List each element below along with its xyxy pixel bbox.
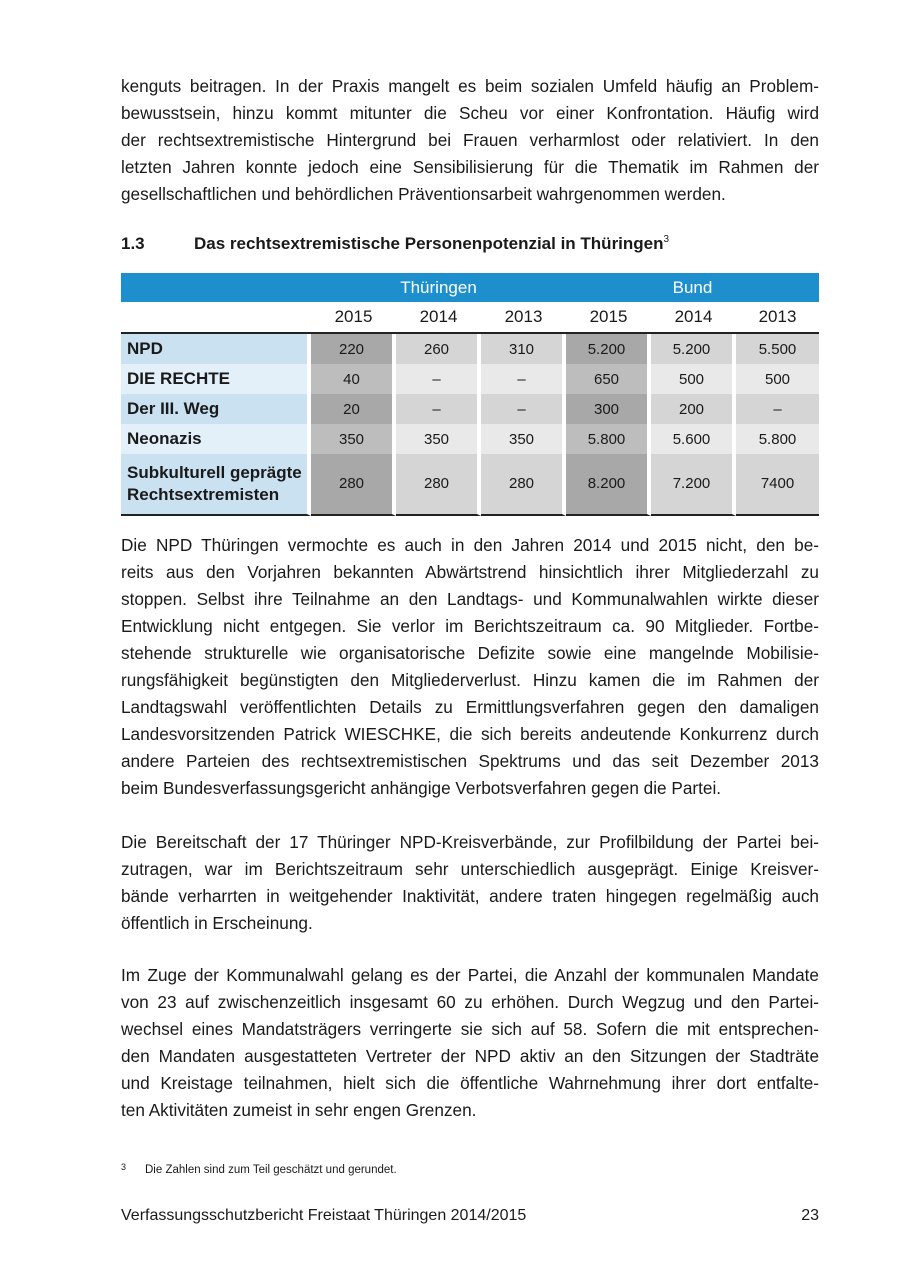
group-header-thueringen: Thüringen (311, 273, 566, 302)
table-cell: – (396, 394, 481, 424)
table-cell: – (481, 364, 566, 394)
text-line: ten Aktivitäten zumeist in sehr engen Grenzen. (121, 1100, 477, 1120)
table-cell: 7400 (736, 454, 819, 516)
table-row (121, 334, 819, 364)
row-label-line: Subkulturell geprägte (127, 463, 302, 482)
table-cell: 20 (311, 394, 396, 424)
table-cell: 260 (396, 334, 481, 364)
table-cell: 350 (396, 424, 481, 454)
row-label: Neonazis (121, 424, 311, 454)
text-line: Die Bereitschaft der 17 Thüringer NPD-Kreisverbände, zur Profilbildung der Partei bei- (121, 832, 819, 852)
text-line: letzten Jahren konnte jedoch eine Sensibilisierung für die Thematik im Rahmen der (121, 157, 819, 177)
row-label-line: Rechtsextremisten (127, 485, 280, 504)
table-cell: 300 (566, 394, 651, 424)
footnote-number: 3 (121, 1162, 127, 1172)
paragraph-npd-membership (121, 532, 819, 802)
text-line: bände verharrten in weitgehender Inaktivität, andere traten hingegen regelmäßig auch (121, 886, 819, 906)
paragraph-kreisverbaende (121, 829, 819, 937)
year-header: 2014 (651, 302, 736, 334)
year-header: 2014 (396, 302, 481, 334)
section-number: 1.3 (121, 234, 145, 253)
table-cell: 5.200 (566, 334, 651, 364)
text-line: zutragen, war im Berichtszeitraum sehr unterschiedlich ausgeprägt. Einige Kreisver- (121, 859, 819, 879)
table-cell: 350 (481, 424, 566, 454)
text-line: kenguts beitragen. In der Praxis mangelt es beim sozialen Umfeld häufig an Problem- (121, 76, 819, 96)
text-line: stehende strukturelle wie organisatorische Defizite sowie eine mangelnde Mobilisie- (121, 643, 819, 663)
table-row (121, 364, 819, 394)
table-cell: 8.200 (566, 454, 651, 516)
text-line: gesellschaftlichen und behördlichen Präventionsarbeit wahrgenommen werden. (121, 184, 726, 204)
section-heading (121, 234, 669, 254)
table-cell: 5.800 (566, 424, 651, 454)
row-label: NPD (121, 334, 311, 364)
table-year-header (121, 302, 819, 334)
table-cell: – (396, 364, 481, 394)
text-line: stoppen. Selbst ihre Teilnahme an den Landtags- und Kommunalwahlen wirkte dieser (121, 589, 819, 609)
table-cell: 5.500 (736, 334, 819, 364)
page-number: 23 (801, 1207, 819, 1224)
footer-title: Verfassungsschutzbericht Freistaat Thüringen 2014/2015 (121, 1207, 527, 1224)
table-cell: 40 (311, 364, 396, 394)
table-row (121, 454, 819, 516)
table-row (121, 394, 819, 424)
footnote-ref: 3 (663, 234, 670, 245)
text-line: und Kreistage teilnahmen, hielt sich die öffentliche Wahrnehmung ihrer dort entfalte- (121, 1073, 819, 1093)
table-cell: 5.200 (651, 334, 736, 364)
table-cell: 220 (311, 334, 396, 364)
table-cell: 310 (481, 334, 566, 364)
personenpotenzial-table (121, 273, 819, 516)
row-label: DIE RECHTE (121, 364, 311, 394)
table-group-header (121, 273, 819, 302)
text-line: Die NPD Thüringen vermochte es auch in den Jahren 2014 und 2015 nicht, den be- (121, 535, 819, 555)
table-cell: 5.800 (736, 424, 819, 454)
group-header-bund: Bund (566, 273, 819, 302)
text-line: rungsfähigkeit begünstigten den Mitgliederverlust. Hinzu kamen die im Rahmen der (121, 670, 819, 690)
table-row (121, 424, 819, 454)
paragraph-intro (121, 73, 819, 208)
table-cell: 350 (311, 424, 396, 454)
table-cell: 650 (566, 364, 651, 394)
text-line: Im Zuge der Kommunalwahl gelang es der Partei, die Anzahl der kommunalen Mandate (121, 965, 819, 985)
table-cell: 7.200 (651, 454, 736, 516)
table-cell: – (481, 394, 566, 424)
text-line: öffentlich in Erscheinung. (121, 913, 313, 933)
text-line: wechsel eines Mandatsträgers verringerte sie sich auf 58. Sofern die mit entsprechen- (121, 1019, 819, 1039)
table-cell: 5.600 (651, 424, 736, 454)
footnote (121, 1162, 397, 1176)
table-cell: 280 (311, 454, 396, 516)
text-line: andere Parteien des rechtsextremistischen Spektrums und das seit Dezember 2013 (121, 751, 819, 771)
text-line: bewusstsein, hinzu kommt mitunter die Scheu vor einer Konfrontation. Häufig wird (121, 103, 819, 123)
year-header: 2013 (481, 302, 566, 334)
paragraph-kommunalwahl (121, 962, 819, 1124)
table-cell: 280 (396, 454, 481, 516)
text-line: Landesvorsitzenden Patrick WIESCHKE, die sich bereits andeutende Konkurrenz durch (121, 724, 819, 744)
text-line: der rechtsextremistische Hintergrund bei Frauen verharmlost oder relativiert. In den (121, 130, 819, 150)
text-line: reits aus den Vorjahren bekannten Abwärtstrend hinsichtlich ihrer Mitgliederzahl zu (121, 562, 819, 582)
text-line: beim Bundesverfassungsgericht anhängige Verbotsverfahren gegen die Partei. (121, 778, 722, 798)
header-empty-cell (121, 302, 311, 334)
page-footer (121, 1207, 819, 1225)
header-empty-cell (121, 273, 311, 302)
table-cell: 200 (651, 394, 736, 424)
text-line: den Mandaten ausgestatteten Vertreter der NPD aktiv an den Sitzungen der Stadträte (121, 1046, 819, 1066)
footnote-text: Die Zahlen sind zum Teil geschätzt und gerundet. (145, 1164, 397, 1176)
section-title: Das rechtsextremistische Personenpotenzial in Thüringen (194, 234, 664, 253)
text-line: Landtagswahl veröffentlichten Details zu Ermittlungsverfahren gegen den damaligen (121, 697, 819, 717)
table-cell: 280 (481, 454, 566, 516)
row-label: Der III. Weg (121, 394, 311, 424)
year-header: 2015 (311, 302, 396, 334)
table-cell: 500 (736, 364, 819, 394)
table-cell: – (736, 394, 819, 424)
row-label (121, 454, 311, 516)
table-cell: 500 (651, 364, 736, 394)
text-line: von 23 auf zwischenzeitlich insgesamt 60 zu erhöhen. Durch Wegzug und den Partei- (121, 992, 819, 1012)
year-header: 2013 (736, 302, 819, 334)
year-header: 2015 (566, 302, 651, 334)
text-line: Entwicklung nicht entgegen. Sie verlor im Berichtszeitraum ca. 90 Mitglieder. Fortbe- (121, 616, 819, 636)
